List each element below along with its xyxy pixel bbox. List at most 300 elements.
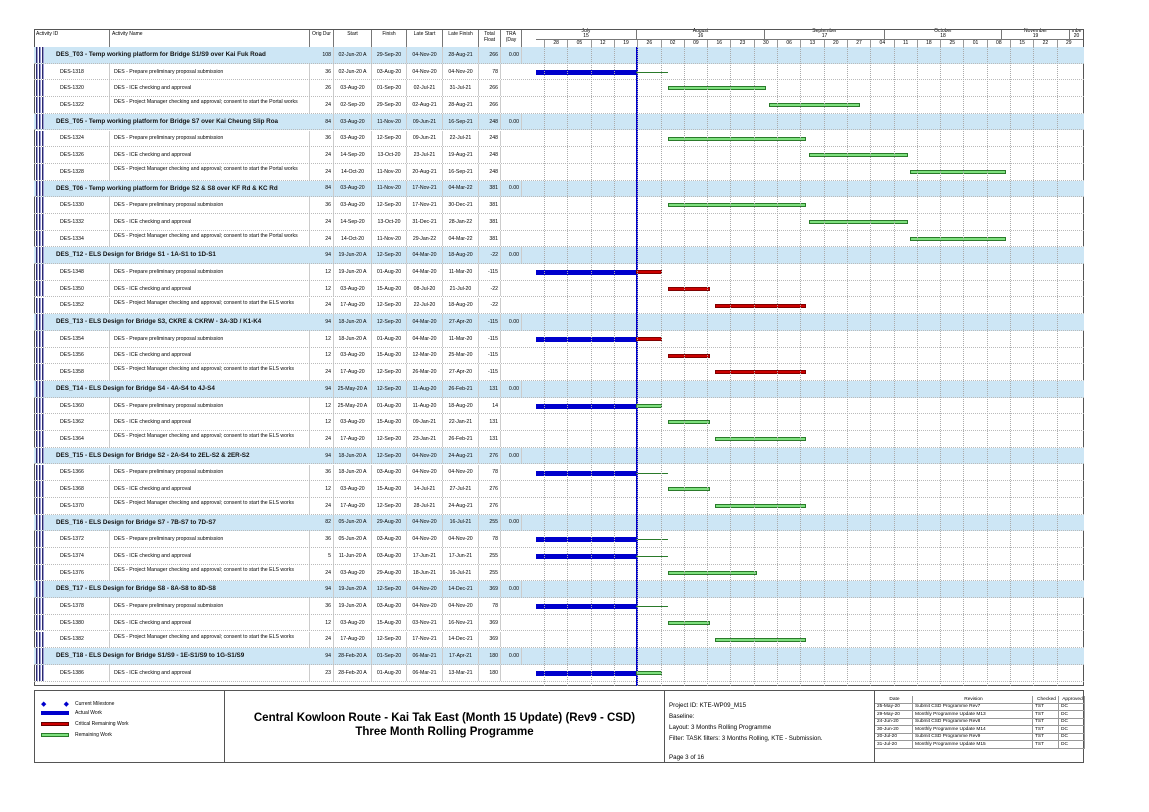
cell-lf: 24-Aug-21 <box>443 448 479 464</box>
wbs-indent-stripe <box>36 465 44 481</box>
wbs-group-name: DES_T17 - ELS Design for Bridge S8 - 8A-S8 to 8D-S8 <box>56 585 216 593</box>
cell-dur: 26 <box>310 80 334 96</box>
cell-ls: 04-Nov-20 <box>407 598 443 614</box>
activity-id: DES-1324 <box>58 131 110 147</box>
revision-cell-rev: Monthly Programme Update M15 <box>913 741 1033 748</box>
cell-lf: 04-Nov-20 <box>443 64 479 80</box>
activity-id: DES-1334 <box>58 231 110 247</box>
cell-start: 18-Jun-20 A <box>334 465 372 481</box>
wbs-indent-stripe <box>36 114 44 130</box>
cell-ls: 11-Aug-20 <box>407 398 443 414</box>
wbs-indent-stripe <box>36 64 44 80</box>
week-gridline <box>544 47 545 686</box>
timescale-week: 22 <box>1033 40 1056 47</box>
cell-dur: 24 <box>310 214 334 230</box>
cell-finish: 13-Oct-20 <box>372 147 407 163</box>
project-id: Project ID: KTE-WP09_M15 <box>669 702 747 709</box>
cell-tf: 180 <box>479 665 501 681</box>
layout: Layout: 3 Months Rolling Programme <box>669 724 772 731</box>
wbs-indent-stripe <box>36 481 44 497</box>
cell-ls: 17-Jun-21 <box>407 548 443 564</box>
cell-tf: 78 <box>479 465 501 481</box>
cell-tf: -22 <box>479 247 501 263</box>
remaining-bar[interactable] <box>636 671 662 675</box>
cell-tf: 131 <box>479 414 501 430</box>
float-line[interactable] <box>636 539 668 540</box>
cell-ls: 04-Mar-20 <box>407 314 443 330</box>
cell-tf: 266 <box>479 47 501 63</box>
critical-bar[interactable] <box>668 287 710 291</box>
cell-tf: 131 <box>479 431 501 447</box>
cell-finish: 11-Nov-20 <box>372 231 407 247</box>
remaining-bar[interactable] <box>668 420 710 424</box>
cell-finish: 12-Sep-20 <box>372 581 407 597</box>
revision-cell-chk: TST <box>1033 711 1059 718</box>
activity-name: DES - Prepare preliminary proposal submission <box>112 331 310 347</box>
cell-start: 14-Oct-20 <box>334 164 372 180</box>
cell-tf: -115 <box>479 331 501 347</box>
wbs-group-name: DES_T13 - ELS Design for Bridge S3, CKRE & CKRW - 3A-3D / K1-K4 <box>56 318 262 326</box>
activity-id: DES-1364 <box>58 431 110 447</box>
timescale-week: 23 <box>730 40 753 47</box>
activity-name: DES - ICE checking and approval <box>112 414 310 430</box>
cell-tf: -22 <box>479 281 501 297</box>
diamond-icon: ◆ ◆ <box>41 701 69 708</box>
wbs-group-name: DES_T16 - ELS Design for Bridge S7 - 7B-S7 to 7D-S7 <box>56 518 216 526</box>
header-total-float: Total Float <box>479 29 501 47</box>
activity-id: DES-1372 <box>58 531 110 547</box>
cell-dur: 84 <box>310 114 334 130</box>
cell-ls: 18-Jun-21 <box>407 565 443 581</box>
cell-start: 19-Jun-20 A <box>334 581 372 597</box>
cell-dur: 12 <box>310 348 334 364</box>
activity-id: DES-1368 <box>58 481 110 497</box>
cell-lf: 16-Jul-21 <box>443 565 479 581</box>
activity-id: DES-1320 <box>58 80 110 96</box>
revision-table <box>875 691 1085 762</box>
timescale-week: 28 <box>544 40 567 47</box>
activity-name: DES - Prepare preliminary proposal submission <box>112 131 310 147</box>
revision-cell-date: 20-Jul-20 <box>875 734 913 741</box>
cell-start: 17-Aug-20 <box>334 498 372 514</box>
cell-tf: 180 <box>479 648 501 664</box>
revision-cell-date: 31-Jul-20 <box>875 741 913 748</box>
revision-cell-date: 29-May-20 <box>875 711 913 718</box>
revision-cell-rev: Submit CSD Programme Rev8 <box>913 719 1033 726</box>
cell-finish: 29-Aug-20 <box>372 565 407 581</box>
cell-ls: 04-Nov-20 <box>407 531 443 547</box>
cell-tf: -115 <box>479 348 501 364</box>
revision-cell-app: DC <box>1059 719 1085 726</box>
timescale-week: 05 <box>567 40 590 47</box>
header-late-start: Late Start <box>407 29 443 47</box>
timescale-week: 09 <box>684 40 707 47</box>
cell-lf: 18-Aug-20 <box>443 298 479 314</box>
cell-ls: 09-Jan-21 <box>407 414 443 430</box>
cell-lf: 16-Sep-21 <box>443 164 479 180</box>
cell-finish: 12-Sep-20 <box>372 197 407 213</box>
cell-start: 05-Jun-20 A <box>334 515 372 531</box>
cell-lf: 13-Mar-21 <box>443 665 479 681</box>
cell-ls: 02-Jul-21 <box>407 80 443 96</box>
activity-name: DES - ICE checking and approval <box>112 481 310 497</box>
activity-name: DES - Project Manager checking and approval; consent to start the Portal works <box>112 231 310 247</box>
remaining-bar[interactable] <box>668 203 806 207</box>
cell-tra: 0.00 <box>501 448 522 464</box>
cell-ls: 14-Jul-21 <box>407 481 443 497</box>
cell-finish: 01-Aug-20 <box>372 398 407 414</box>
week-gridline <box>894 47 895 686</box>
week-gridline <box>614 47 615 686</box>
float-line[interactable] <box>636 556 668 557</box>
cell-ls: 02-Aug-21 <box>407 97 443 113</box>
activity-id: DES-1326 <box>58 147 110 163</box>
activity-name: DES - Prepare preliminary proposal submission <box>112 531 310 547</box>
cell-dur: 24 <box>310 565 334 581</box>
float-line[interactable] <box>636 473 668 474</box>
revision-header-revision: Revision <box>913 696 1033 703</box>
cell-finish: 15-Aug-20 <box>372 481 407 497</box>
cell-ls: 23-Jan-21 <box>407 431 443 447</box>
cell-ls: 04-Nov-20 <box>407 515 443 531</box>
cell-finish: 12-Sep-20 <box>372 632 407 648</box>
critical-bar[interactable] <box>715 304 806 308</box>
cell-start: 14-Sep-20 <box>334 214 372 230</box>
activity-name: DES - Prepare preliminary proposal submission <box>112 197 310 213</box>
remaining-bar-swatch <box>41 733 69 737</box>
week-gridline <box>707 47 708 686</box>
remaining-bar[interactable] <box>668 621 710 625</box>
wbs-indent-stripe <box>36 565 44 581</box>
cell-start: 17-Aug-20 <box>334 632 372 648</box>
cell-lf: 22-Jul-21 <box>443 131 479 147</box>
cell-finish: 29-Sep-20 <box>372 97 407 113</box>
wbs-indent-stripe <box>36 181 44 197</box>
activity-id: DES-1366 <box>58 465 110 481</box>
cell-lf: 11-Mar-20 <box>443 331 479 347</box>
remaining-bar[interactable] <box>668 86 766 90</box>
legend <box>35 691 225 762</box>
title-block <box>34 690 1084 763</box>
week-gridline <box>963 47 964 686</box>
cell-ls: 04-Nov-20 <box>407 47 443 63</box>
cell-start: 19-Jun-20 A <box>334 598 372 614</box>
week-gridline <box>870 47 871 686</box>
activity-id: DES-1350 <box>58 281 110 297</box>
activity-name: DES - Project Manager checking and approval; consent to start the ELS works <box>112 565 310 581</box>
wbs-indent-stripe <box>36 632 44 648</box>
month-name: October <box>934 28 952 34</box>
cell-start: 17-Aug-20 <box>334 431 372 447</box>
cell-lf: 17-Jun-21 <box>443 548 479 564</box>
programme-subtitle: Three Month Rolling Programme <box>355 726 534 738</box>
cell-finish: 12-Sep-20 <box>372 498 407 514</box>
wbs-indent-stripe <box>36 548 44 564</box>
cell-dur: 24 <box>310 97 334 113</box>
timescale-week: 26 <box>637 40 660 47</box>
cell-tf: 248 <box>479 114 501 130</box>
timescale-week: 08 <box>987 40 1010 47</box>
cell-finish: 29-Sep-20 <box>372 47 407 63</box>
cell-start: 25-May-20 A <box>334 381 372 397</box>
cell-lf: 16-Sep-21 <box>443 114 479 130</box>
actual-work-bar[interactable] <box>536 671 636 676</box>
header-activity-id: Activity ID <box>34 29 110 47</box>
cell-ls: 11-Aug-20 <box>407 381 443 397</box>
revision-header <box>875 696 1085 704</box>
float-line[interactable] <box>636 606 668 607</box>
cell-start: 03-Aug-20 <box>334 281 372 297</box>
month-number: 19 <box>1032 33 1039 39</box>
cell-dur: 12 <box>310 615 334 631</box>
cell-tf: 369 <box>479 615 501 631</box>
revision-cell-rev: Monthly Programme Update M14 <box>913 726 1033 733</box>
activity-id: DES-1328 <box>58 164 110 180</box>
cell-finish: 03-Aug-20 <box>372 531 407 547</box>
wbs-indent-stripe <box>36 381 44 397</box>
wbs-indent-stripe <box>36 147 44 163</box>
cell-lf: 18-Aug-20 <box>443 247 479 263</box>
cell-lf: 26-Feb-21 <box>443 431 479 447</box>
cell-dur: 12 <box>310 414 334 430</box>
week-gridline <box>754 47 755 686</box>
month-number: 18 <box>940 33 946 39</box>
remaining-bar[interactable] <box>910 170 1006 174</box>
cell-ls: 04-Nov-20 <box>407 64 443 80</box>
cell-dur: 24 <box>310 632 334 648</box>
cell-lf: 31-Jul-21 <box>443 80 479 96</box>
activity-name: DES - ICE checking and approval <box>112 348 310 364</box>
remaining-bar[interactable] <box>910 237 1006 241</box>
revision-cell-chk: TST <box>1033 741 1059 748</box>
cell-tf: 248 <box>479 164 501 180</box>
month-name: September <box>812 28 837 34</box>
actual-work-bar[interactable] <box>536 270 636 275</box>
cell-lf: 25-Mar-20 <box>443 348 479 364</box>
cell-finish: 12-Sep-20 <box>372 298 407 314</box>
revision-row <box>875 734 1085 742</box>
timescale-week: 13 <box>800 40 823 47</box>
cell-tf: 381 <box>479 181 501 197</box>
wbs-indent-stripe <box>36 348 44 364</box>
cell-finish: 15-Aug-20 <box>372 281 407 297</box>
cell-finish: 12-Sep-20 <box>372 448 407 464</box>
critical-bar[interactable] <box>636 270 662 274</box>
cell-tf: 266 <box>479 80 501 96</box>
activity-id: DES-1356 <box>58 348 110 364</box>
activity-name: DES - Project Manager checking and approval; consent to start the ELS works <box>112 498 310 514</box>
cell-tf: 78 <box>479 531 501 547</box>
remaining-bar[interactable] <box>668 137 806 141</box>
cell-tf: 248 <box>479 131 501 147</box>
wbs-indent-stripe <box>36 498 44 514</box>
week-gridline <box>987 47 988 686</box>
cell-tf: 369 <box>479 632 501 648</box>
cell-tf: 14 <box>479 398 501 414</box>
week-gridline <box>1010 47 1011 686</box>
cell-finish: 12-Sep-20 <box>372 247 407 263</box>
activity-name: DES - ICE checking and approval <box>112 147 310 163</box>
wbs-indent-stripe <box>36 398 44 414</box>
timescale-week: 19 <box>614 40 637 47</box>
cell-dur: 24 <box>310 298 334 314</box>
cell-dur: 23 <box>310 665 334 681</box>
week-gridline <box>940 47 941 686</box>
cell-tf: 369 <box>479 581 501 597</box>
wbs-group-name: DES_T03 - Temp working platform for Bridge S1/S9 over Kai Fuk Road <box>56 51 266 58</box>
actual-work-bar[interactable] <box>536 404 636 409</box>
cell-dur: 5 <box>310 548 334 564</box>
cell-lf: 04-Mar-22 <box>443 181 479 197</box>
cell-lf: 14-Dec-21 <box>443 632 479 648</box>
cell-start: 03-Aug-20 <box>334 348 372 364</box>
float-line[interactable] <box>636 72 668 73</box>
activity-name: DES - Project Manager checking and approval; consent to start the ELS works <box>112 431 310 447</box>
remaining-bar[interactable] <box>715 638 806 642</box>
critical-bar[interactable] <box>636 337 662 341</box>
cell-finish: 03-Aug-20 <box>372 465 407 481</box>
revision-cell-app: DC <box>1059 704 1085 711</box>
legend-actual: Actual Work <box>41 710 102 716</box>
header-start: Start <box>334 29 372 47</box>
cell-lf: 27-Jul-21 <box>443 481 479 497</box>
remaining-bar[interactable] <box>668 487 710 491</box>
remaining-bar[interactable] <box>715 437 806 441</box>
timescale-week: 02 <box>661 40 684 47</box>
month-name: August <box>692 28 709 34</box>
week-gridline <box>567 47 568 686</box>
revision-header-approved: Approved <box>1059 696 1085 703</box>
cell-ls: 22-Jul-20 <box>407 298 443 314</box>
cell-start: 03-Aug-20 <box>334 181 372 197</box>
wbs-indent-stripe <box>36 431 44 447</box>
critical-bar[interactable] <box>668 354 710 358</box>
wbs-indent-stripe <box>36 80 44 96</box>
wbs-indent-stripe <box>36 264 44 280</box>
actual-work-bar[interactable] <box>536 537 636 542</box>
actual-work-bar[interactable] <box>536 554 636 559</box>
month-name: July <box>581 28 591 34</box>
activity-id: DES-1382 <box>58 632 110 648</box>
cell-lf: 30-Dec-21 <box>443 197 479 213</box>
cell-finish: 11-Nov-20 <box>372 164 407 180</box>
wbs-indent-stripe <box>36 298 44 314</box>
page-number: Page 3 of 16 <box>669 754 705 761</box>
wbs-indent-stripe <box>36 314 44 330</box>
activity-id: DES-1354 <box>58 331 110 347</box>
actual-work-bar[interactable] <box>536 337 636 342</box>
cell-finish: 03-Aug-20 <box>372 598 407 614</box>
project-info <box>665 691 875 762</box>
cell-dur: 94 <box>310 448 334 464</box>
cell-ls: 06-Mar-21 <box>407 648 443 664</box>
cell-start: 18-Jun-20 A <box>334 448 372 464</box>
critical-bar[interactable] <box>715 370 806 374</box>
cell-start: 03-Aug-20 <box>334 565 372 581</box>
cell-lf: 14-Dec-21 <box>443 581 479 597</box>
wbs-indent-stripe <box>36 581 44 597</box>
actual-work-bar[interactable] <box>536 604 636 609</box>
cell-finish: 15-Aug-20 <box>372 414 407 430</box>
cell-tra: 0.00 <box>501 648 522 664</box>
cell-ls: 28-Jul-21 <box>407 498 443 514</box>
cell-tra: 0.00 <box>501 381 522 397</box>
cell-start: 02-Jun-20 A <box>334 47 372 63</box>
activity-id: DES-1332 <box>58 214 110 230</box>
header-late-finish: Late Finish <box>443 29 479 47</box>
cell-tf: 255 <box>479 515 501 531</box>
cell-dur: 36 <box>310 64 334 80</box>
timescale-week: 18 <box>917 40 940 47</box>
cell-start: 28-Feb-20 A <box>334 665 372 681</box>
activity-name: DES - ICE checking and approval <box>112 665 310 681</box>
wbs-indent-stripe <box>36 47 44 63</box>
wbs-indent-stripe <box>36 331 44 347</box>
activity-id: DES-1358 <box>58 364 110 380</box>
cell-start: 17-Aug-20 <box>334 298 372 314</box>
cell-start: 05-Jun-20 A <box>334 531 372 547</box>
revision-row <box>875 741 1085 749</box>
cell-finish: 03-Aug-20 <box>372 548 407 564</box>
cell-lf: 04-Nov-20 <box>443 531 479 547</box>
header-finish: Finish <box>372 29 407 47</box>
cell-tra: 0.00 <box>501 314 522 330</box>
remaining-bar[interactable] <box>668 571 757 575</box>
actual-work-bar[interactable] <box>536 471 636 476</box>
cell-ls: 29-Jan-22 <box>407 231 443 247</box>
cell-lf: 22-Jan-21 <box>443 414 479 430</box>
cell-finish: 11-Nov-20 <box>372 181 407 197</box>
actual-work-bar[interactable] <box>536 70 636 75</box>
cell-dur: 24 <box>310 431 334 447</box>
cell-tf: 78 <box>479 598 501 614</box>
revision-cell-date: 24-Jun-20 <box>875 719 913 726</box>
activity-name: DES - Project Manager checking and approval; consent to start the ELS works <box>112 364 310 380</box>
activity-id: DES-1360 <box>58 398 110 414</box>
revision-cell-chk: TST <box>1033 719 1059 726</box>
remaining-bar[interactable] <box>715 504 806 508</box>
cell-finish: 12-Sep-20 <box>372 431 407 447</box>
cell-lf: 27-Apr-20 <box>443 364 479 380</box>
activity-id: DES-1370 <box>58 498 110 514</box>
cell-tf: 276 <box>479 481 501 497</box>
revision-header-checked: Checked <box>1033 696 1059 703</box>
cell-start: 02-Jun-20 A <box>334 64 372 80</box>
cell-lf: 16-Jul-21 <box>443 515 479 531</box>
revision-row <box>875 711 1085 719</box>
cell-tra: 0.00 <box>501 581 522 597</box>
activity-name: DES - Prepare preliminary proposal submission <box>112 264 310 280</box>
cell-start: 18-Jun-20 A <box>334 331 372 347</box>
activity-name: DES - Prepare preliminary proposal submission <box>112 64 310 80</box>
timescale-week: 15 <box>1010 40 1033 47</box>
revision-cell-app: DC <box>1059 711 1085 718</box>
cell-dur: 24 <box>310 147 334 163</box>
cell-start: 11-Jun-20 A <box>334 548 372 564</box>
cell-ls: 26-Mar-20 <box>407 364 443 380</box>
cell-finish: 01-Aug-20 <box>372 665 407 681</box>
cell-ls: 12-Mar-20 <box>407 348 443 364</box>
wbs-group-name: DES_T05 - Temp working platform for Bridge S7 over Kai Cheung Slip Roa <box>56 117 279 125</box>
remaining-bar[interactable] <box>636 404 662 408</box>
cell-finish: 01-Aug-20 <box>372 264 407 280</box>
cell-dur: 12 <box>310 281 334 297</box>
activity-id: DES-1386 <box>58 665 110 681</box>
header-activity-name: Activity Name <box>110 29 310 47</box>
cell-dur: 36 <box>310 465 334 481</box>
activity-id: DES-1378 <box>58 598 110 614</box>
cell-ls: 04-Mar-20 <box>407 247 443 263</box>
